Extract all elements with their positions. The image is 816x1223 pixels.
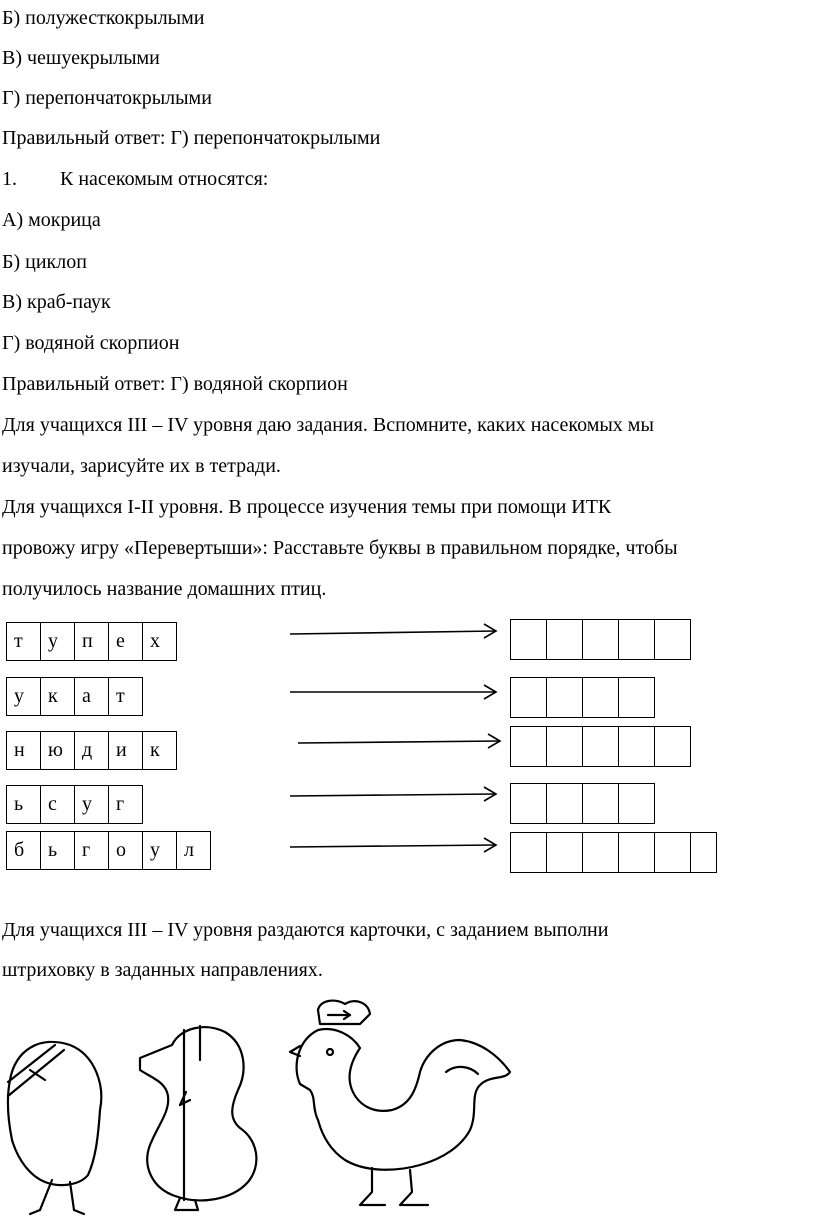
answer-cell bbox=[655, 833, 691, 873]
arrow-3 bbox=[298, 741, 500, 743]
letter-cell: у bbox=[41, 623, 75, 661]
answer-cell bbox=[619, 620, 655, 660]
answer-cell bbox=[547, 727, 583, 767]
rooster-outline bbox=[290, 1001, 510, 1205]
letter-grid-5 bbox=[6, 831, 211, 870]
letter-cell: н bbox=[7, 732, 41, 770]
answer-grid-5 bbox=[510, 832, 717, 873]
letter-cell: ь bbox=[7, 786, 41, 824]
letter-cell: к bbox=[41, 678, 75, 716]
answer-grid-2 bbox=[510, 677, 655, 718]
letter-grid-2 bbox=[6, 677, 143, 716]
paragraph-3-line-1: Для учащихся III – IV уровня раздаются карточки, с заданием выполни bbox=[2, 919, 609, 941]
answer-cell bbox=[583, 620, 619, 660]
letter-cell: т bbox=[109, 678, 143, 716]
option-b: Б) циклоп bbox=[2, 251, 87, 273]
letter-cell: о bbox=[109, 832, 143, 870]
paragraph-2-line-2: провожу игру «Перевертыши»: Расставьте буквы в правильном порядке, чтобы bbox=[2, 537, 678, 559]
answer-cell bbox=[655, 620, 691, 660]
letter-cell: у bbox=[143, 832, 177, 870]
paragraph-2-line-1: Для учащихся I-II уровня. В процессе изучения темы при помощи ИТК bbox=[2, 496, 612, 518]
letter-cell: ь bbox=[41, 832, 75, 870]
answer-cell bbox=[619, 784, 655, 824]
answer-cell bbox=[583, 833, 619, 873]
question-number: 1. bbox=[2, 168, 17, 190]
option-v-line-1: В) чешуекрылыми bbox=[2, 47, 160, 69]
answer-cell bbox=[547, 620, 583, 660]
letter-cell: с bbox=[41, 786, 75, 824]
answer-cell bbox=[547, 784, 583, 824]
arrow-head-5 bbox=[484, 838, 496, 852]
arrow-4 bbox=[290, 794, 496, 796]
letter-grid-4 bbox=[6, 785, 143, 824]
answer-cell bbox=[655, 727, 691, 767]
letter-cell: ю bbox=[41, 732, 75, 770]
letter-cell: т bbox=[7, 623, 41, 661]
letter-cell: к bbox=[143, 732, 177, 770]
answer-cell bbox=[619, 727, 655, 767]
arrow-head-3 bbox=[488, 734, 500, 748]
option-b-line-1: Б) полужесткокрылыми bbox=[2, 7, 205, 29]
answer-cell bbox=[511, 620, 547, 660]
paragraph-3-line-2: штриховку в заданных направлениях. bbox=[2, 959, 323, 981]
letter-cell: г bbox=[109, 786, 143, 824]
option-a: А) мокрица bbox=[2, 209, 101, 231]
letter-cell: л bbox=[177, 832, 211, 870]
answer-cell bbox=[511, 678, 547, 718]
question-line bbox=[2, 168, 268, 191]
letter-cell: д bbox=[75, 732, 109, 770]
answer-cell bbox=[547, 833, 583, 873]
chick-outline bbox=[8, 1042, 101, 1214]
answer-cell bbox=[583, 678, 619, 718]
option-v: В) краб-паук bbox=[2, 291, 111, 313]
arrow-head-2 bbox=[484, 685, 496, 699]
answer-cell bbox=[619, 678, 655, 718]
question-text: К насекомым относятся: bbox=[60, 168, 269, 190]
letter-cell: у bbox=[7, 678, 41, 716]
answer-cell bbox=[619, 833, 655, 873]
paragraph-1-line-1: Для учащихся III – IV уровня даю задания. Вспомните, каких насекомых мы bbox=[2, 414, 654, 436]
letter-cell: х bbox=[143, 623, 177, 661]
answer-grid-3 bbox=[510, 726, 691, 767]
arrow-head-4 bbox=[484, 787, 496, 801]
answer-line-1: Правильный ответ: Г) перепончатокрылыми bbox=[2, 127, 381, 149]
arrow-1 bbox=[290, 631, 496, 634]
letter-grid-3 bbox=[6, 731, 177, 770]
answer-cell bbox=[583, 727, 619, 767]
answer-cell bbox=[583, 784, 619, 824]
paragraph-1-line-2: изучали, зарисуйте их в тетради. bbox=[2, 455, 281, 477]
letter-cell: е bbox=[109, 623, 143, 661]
letter-cell: г bbox=[75, 832, 109, 870]
letter-cell: б bbox=[7, 832, 41, 870]
arrow-head-1 bbox=[484, 624, 496, 638]
answer-cell bbox=[691, 833, 717, 873]
answer-cell bbox=[511, 784, 547, 824]
answer-line-2: Правильный ответ: Г) водяной скорпион bbox=[2, 373, 348, 395]
arrow-5 bbox=[290, 845, 496, 847]
answer-cell bbox=[511, 833, 547, 873]
option-g: Г) водяной скорпион bbox=[2, 332, 180, 354]
paragraph-2-line-3: получилось название домашних птиц. bbox=[2, 578, 327, 600]
letter-cell: и bbox=[109, 732, 143, 770]
answer-cell bbox=[511, 727, 547, 767]
duckling-outline bbox=[140, 1026, 256, 1210]
letter-cell: п bbox=[75, 623, 109, 661]
letter-cell: а bbox=[75, 678, 109, 716]
option-g-line-1: Г) перепончатокрылыми bbox=[2, 87, 212, 109]
letter-cell: у bbox=[75, 786, 109, 824]
answer-grid-1 bbox=[510, 619, 691, 660]
letter-grid-1 bbox=[6, 622, 177, 661]
answer-cell bbox=[547, 678, 583, 718]
answer-grid-4 bbox=[510, 783, 655, 824]
